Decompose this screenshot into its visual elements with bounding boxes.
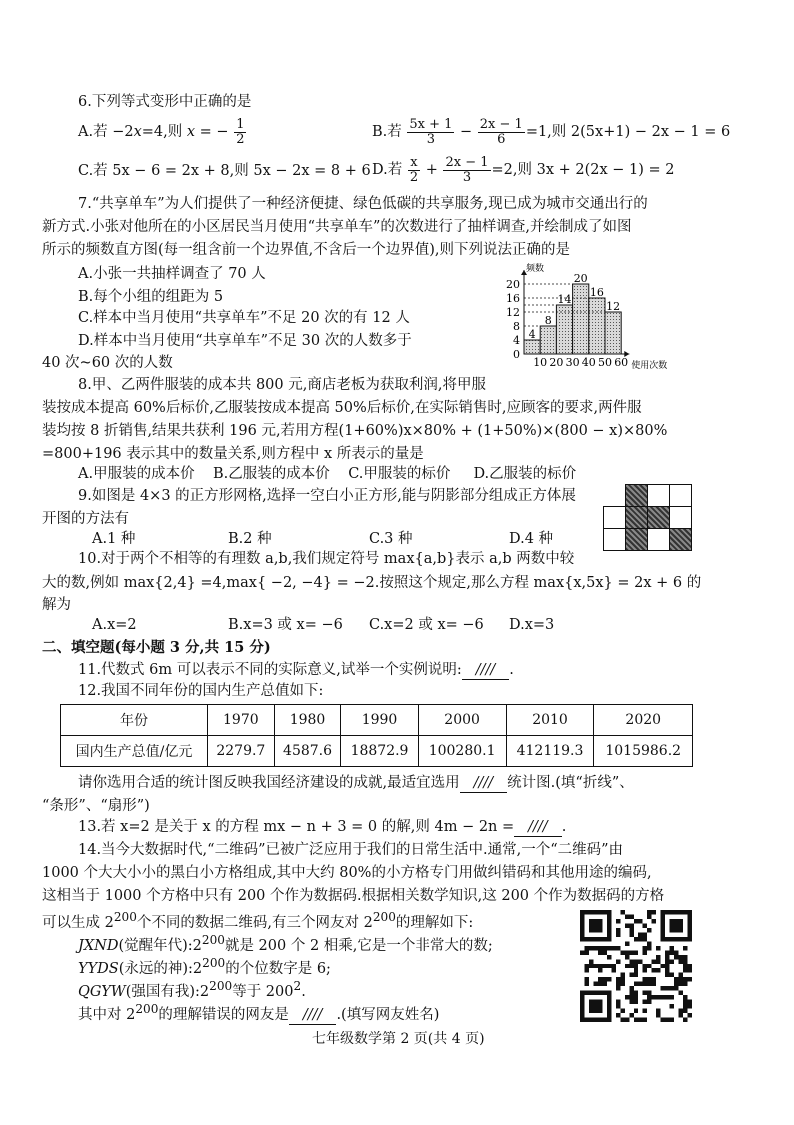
histogram-bar	[589, 298, 605, 354]
table-cell: 2279.7	[208, 736, 275, 767]
q14-line-2: 1000 个大大小小的黑白小方格组成,其中大约 80%的小方格专门用做纠错码和其他用途的编码,	[42, 865, 652, 881]
q14-friend-1: JXND(觉醒年代)$:2^{200}$就是 200 个 2 相乘,它是一个非常大的数;	[78, 933, 493, 954]
data-label: 16	[589, 286, 604, 299]
table-cell: 国内生产总值/亿元	[61, 736, 208, 767]
data-label: 12	[606, 300, 621, 313]
q9-line-2: 开图的方法有	[42, 511, 129, 527]
x-tick-label: 40	[581, 356, 596, 369]
grid-cell-blank	[647, 528, 670, 551]
y-tick-label: 16	[506, 292, 520, 305]
table-cell: 4587.6	[274, 736, 341, 767]
frequency-histogram	[502, 262, 708, 376]
q9-option-c: C.3 种	[369, 531, 413, 547]
y-tick-label: 12	[506, 306, 520, 319]
table-cell: 2010	[506, 705, 594, 736]
grid-cell-blank	[647, 484, 670, 507]
q6-stem: 6.下列等式变形中正确的是	[78, 94, 252, 110]
q14-friend-3: QGYW(强国有我)$:2^{200}$等于 $200^2$.	[78, 979, 306, 1000]
q10-line-1: 10.对于两个不相等的有理数 a,b,我们规定符号 max{a,b}表示 a,b 两数中较	[78, 551, 575, 567]
q7-option-b: B.每个小组的组距为 5	[78, 289, 224, 305]
qr-code	[580, 910, 692, 1022]
grid-cell-blank	[669, 484, 692, 507]
q7-stem-3: 所示的频数直方图(每一组含前一个边界值,不含后一个边界值),则下列说法正确的是	[42, 242, 571, 258]
table-cell: 100280.1	[418, 736, 506, 767]
q8-options: A.甲服装的成本价 B.乙服装的成本价 C.甲服装的标价 D.乙服装的标价	[78, 466, 577, 482]
page-footer: 七年级数学第 2 页(共 4 页)	[312, 1031, 485, 1047]
q10-option-c: C.x=2 或 x= −6	[369, 617, 484, 633]
answer-blank[interactable]: ////	[514, 819, 562, 837]
q10-option-a: A.x=2	[92, 617, 137, 633]
data-label: 14	[557, 293, 572, 306]
x-tick-label: 50	[598, 356, 612, 369]
x-tick-label: 10	[533, 356, 548, 369]
q10-line-3: 解为	[42, 597, 71, 613]
histogram-bar	[605, 312, 621, 354]
x-tick-label: 60	[614, 356, 629, 369]
table-cell: 年份	[61, 705, 208, 736]
q12-line-2: “条形”、“扇形”)	[42, 798, 150, 814]
q12-stem: 12.我国不同年份的国内生产总值如下:	[78, 683, 324, 699]
data-label: 20	[573, 272, 588, 285]
answer-blank[interactable]: ////	[289, 1007, 337, 1025]
q10-option-b: B.x=3 或 x= −6	[228, 617, 343, 633]
q14-friend-2: YYDS(永远的神)$:2^{200}$的个位数字是 6;	[78, 956, 331, 977]
y-tick-label: 4	[513, 334, 520, 347]
gdp-table	[60, 704, 693, 767]
q6-option-d: D.若 $\frac{x}{2}$ + $\frac{2x - 1}{3}$ =2,则 3x + 2(2x − 1) = 2	[372, 155, 675, 185]
table-cell: 1015986.2	[594, 736, 693, 767]
y-axis-label: 频数	[526, 264, 545, 274]
grid-cell-shaded	[647, 506, 670, 529]
q7-stem-1: 7.“共享单车”为人们提供了一种经济便捷、绿色低碳的共享服务,现已成为城市交通出行的	[78, 196, 648, 212]
q7-option-a: A.小张一共抽样调查了 70 人	[78, 266, 266, 282]
data-label: 8	[544, 314, 552, 327]
q10-line-2: 大的数,例如 max{2,4} =4,max{ −2, −4} = −2.按照这个规定,那么方程 max{x,5x} = 2x + 6 的	[42, 575, 702, 591]
table-cell: 1980	[274, 705, 341, 736]
q7-option-c: C.样本中当月使用“共享单车”不足 20 次的有 12 人	[78, 310, 410, 326]
q6-option-b: B.若 $\frac{5x + 1}{3}$ − $\frac{2x - 1}{6}$ =1,则 2(5x+1) − 2x − 1 = 6	[372, 117, 731, 147]
q14-line-1: 14.当今大数据时代,“二维码”已被广泛应用于我们的日常生活中.通常,一个“二维码”由	[78, 842, 624, 858]
q14-question: 其中对 $2^{200}$的理解错误的网友是 //// .(填写网友姓名)	[78, 1002, 440, 1023]
data-label: 4	[528, 328, 536, 341]
grid-cell-shaded	[625, 484, 648, 507]
grid-cell-shaded	[625, 528, 648, 551]
q9-option-a: A.1 种	[92, 531, 136, 547]
q12-line-1: 请你选用合适的统计图反映我国经济建设的成就,最适宜选用 //// 统计图.(填“折线”、	[78, 775, 634, 791]
q14-line-3: 这相当于 1000 个方格中只有 200 个作为数据码.根据相关数学知识,这 200 个作为数据码的方格	[42, 888, 665, 904]
grid-cell-blank	[669, 506, 692, 529]
y-tick-label: 20	[506, 278, 520, 291]
q8-line-2: 装按成本提高 60%后标价,乙服装按成本提高 50%后标价,在实际销售时,应顾客的要求,两件服	[42, 400, 642, 416]
q7-option-d-1: D.样本中当月使用“共享单车”不足 30 次的人数多于	[78, 333, 412, 349]
q7-option-d-2: 40 次~60 次的人数	[42, 355, 173, 371]
y-tick-label: 8	[513, 320, 520, 333]
q9-line-1: 9.如图是 4×3 的正方形网格,选择一空白小正方形,能与阴影部分组成正方体展	[78, 488, 576, 504]
q11: 11.代数式 6m 可以表示不同的实际意义,试举一个实例说明: //// .	[78, 662, 514, 678]
y-tick-label: 0	[513, 348, 520, 361]
table-cell: 2000	[418, 705, 506, 736]
q6-option-a: A.若 −2x=4,则 x = − $\frac{1}{2}$	[78, 117, 245, 147]
q8-line-4: =800+196 表示其中的数量关系,则方程中 x 所表示的量是	[42, 446, 424, 462]
q13: 13.若 x=2 是关于 x 的方程 mx − n + 3 = 0 的解,则 4m − 2n = //// .	[78, 819, 567, 835]
histogram-bar	[540, 326, 556, 354]
grid-cell-shaded	[625, 506, 648, 529]
q7-stem-2: 新方式.小张对他所在的小区居民当月使用“共享单车”的次数进行了抽样调查,并绘制成了如图	[42, 219, 632, 235]
histogram-bar	[524, 340, 540, 354]
histogram-bar	[556, 305, 572, 354]
x-tick-label: 20	[549, 356, 564, 369]
q9-option-d: D.4 种	[509, 531, 554, 547]
section-title-fill-in: 二、填空题(每小题 3 分,共 15 分)	[42, 639, 271, 656]
grid-cell-blank	[603, 528, 626, 551]
q10-option-d: D.x=3	[509, 617, 555, 633]
q8-line-3: 装均按 8 折销售,结果共获利 196 元,若用方程(1+60%)x×80% + (1+50%)×(800 − x)×80%	[42, 423, 668, 439]
table-row	[61, 736, 693, 767]
table-cell: 2020	[594, 705, 693, 736]
table-cell: 1970	[208, 705, 275, 736]
table-cell: 18872.9	[341, 736, 418, 767]
answer-blank[interactable]: ////	[462, 662, 510, 680]
grid-cell-blank	[603, 506, 626, 529]
q6-option-c: C.若 5x − 6 = 2x + 8,则 5x − 2x = 8 + 6	[78, 163, 371, 179]
table-cell: 1990	[341, 705, 418, 736]
table-row	[61, 705, 693, 736]
grid-cell-shaded	[669, 528, 692, 551]
q14-line-4: 可以生成 $2^{200}$个不同的数据二维码,有三个网友对 $2^{200}$的理解如下:	[42, 910, 474, 931]
table-cell: 412119.3	[506, 736, 594, 767]
x-tick-label: 30	[565, 356, 580, 369]
histogram-bar	[573, 284, 589, 354]
q8-line-1: 8.甲、乙两件服装的成本共 800 元,商店老板为获取利润,将甲服	[78, 377, 486, 393]
q9-option-b: B.2 种	[228, 531, 272, 547]
answer-blank[interactable]: ////	[460, 775, 508, 793]
x-axis-label: 使用次数	[631, 361, 668, 371]
